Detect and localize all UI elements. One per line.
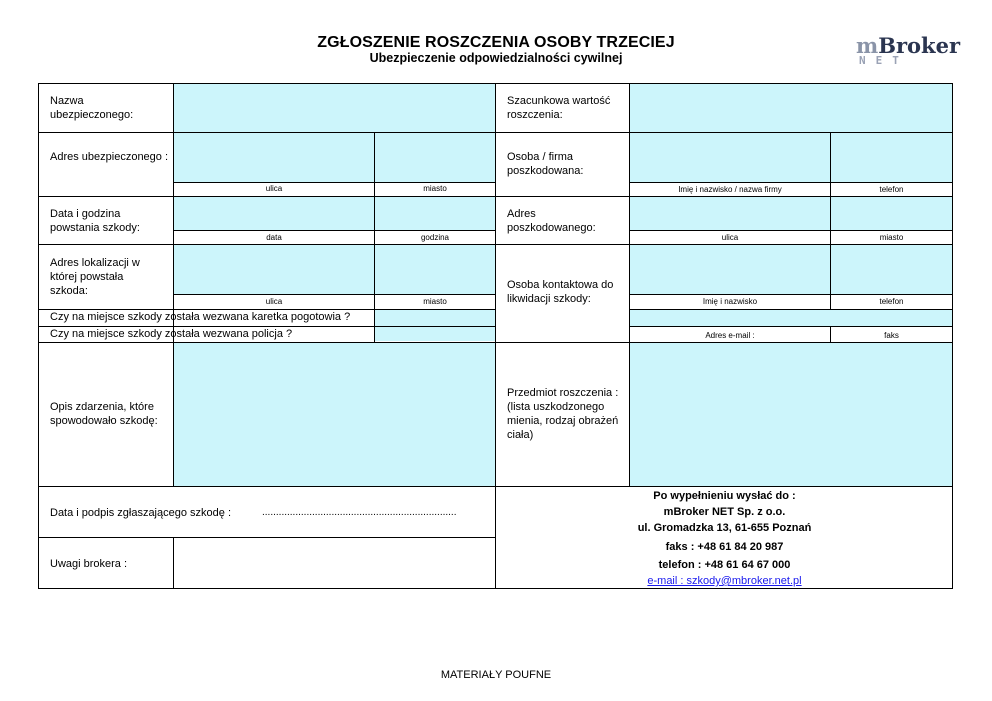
date-time-label: Data i godzina powstania szkody: xyxy=(50,208,140,234)
location-address-label: Adres lokalizacji w której powstała szkoda: xyxy=(50,257,140,297)
location-city-caption: miasto xyxy=(423,297,447,306)
estimated-value-label: Szacunkowa wartość roszczenia: xyxy=(507,95,611,121)
contact-phone-caption: telefon xyxy=(879,297,904,306)
contact-person-label: Osoba kontaktowa do likwidacji szkody: xyxy=(507,279,614,305)
mbroker-logo: mBroker NET xyxy=(856,33,961,67)
name-company-caption: Imię i nazwisko / nazwa firmy xyxy=(678,185,782,194)
ambulance-question: Czy na miejsce szkody została wezwana karetka pogotowia ? xyxy=(50,311,351,323)
injured-party-field[interactable] xyxy=(630,133,952,182)
insured-address-label: Adres ubezpieczonego : xyxy=(50,151,169,163)
contact-person-field[interactable] xyxy=(630,245,952,294)
contact-name-caption: Imię i nazwisko xyxy=(702,297,758,306)
insured-street-caption: ulica xyxy=(265,184,283,193)
company-fax: faks : +48 61 84 20 987 xyxy=(665,541,784,553)
company-name: mBroker NET Sp. z o.o. xyxy=(663,506,786,518)
send-to-heading: Po wypełnieniu wysłać do : xyxy=(653,490,796,502)
location-address-field[interactable] xyxy=(174,245,495,294)
location-street-caption: ulica xyxy=(265,297,283,306)
date-caption: data xyxy=(266,233,282,242)
injured-address-label: Adres poszkodowanego: xyxy=(507,208,596,234)
insured-address-field[interactable] xyxy=(174,133,495,182)
form-subtitle: Ubezpieczenie odpowiedzialności cywilnej xyxy=(369,51,623,65)
ambulance-answer-field[interactable] xyxy=(374,310,495,326)
insured-name-field[interactable] xyxy=(174,84,495,132)
claim-subject-label: Przedmiot roszczenia : (lista uszkodzonego mienia, rodzaj obrażeń ciała) xyxy=(507,387,619,441)
hour-caption: godzina xyxy=(420,233,450,242)
form-title: ZGŁOSZENIE ROSZCZENIA OSOBY TRZECIEJ xyxy=(317,34,675,51)
date-time-field[interactable] xyxy=(174,197,495,230)
description-field[interactable] xyxy=(174,343,495,486)
date-signature-label: Data i podpis zgłaszającego szkodę : xyxy=(50,507,231,519)
broker-notes-label: Uwagi brokera : xyxy=(50,558,128,570)
injured-party-label: Osoba / firma poszkodowana: xyxy=(507,151,584,177)
insured-name-label: Nazwa ubezpieczonego: xyxy=(50,95,134,121)
company-email-link[interactable]: e-mail : szkody@mbroker.net.pl xyxy=(647,575,802,587)
email-caption: Adres e-mail : xyxy=(705,331,755,340)
estimated-value-field[interactable] xyxy=(630,84,952,132)
company-address: ul. Gromadzka 13, 61-655 Poznań xyxy=(637,522,812,534)
injured-city-caption: miasto xyxy=(879,233,904,242)
injured-address-field[interactable] xyxy=(630,197,952,230)
signature-dots[interactable]: ...................................................................... xyxy=(262,507,457,518)
fax-caption: faks xyxy=(884,331,899,340)
company-phone: telefon : +48 61 64 67 000 xyxy=(658,559,791,571)
police-answer-field[interactable] xyxy=(374,327,495,341)
injured-street-caption: ulica xyxy=(721,233,739,242)
description-label: Opis zdarzenia, które spowodowało szkodę: xyxy=(50,401,158,427)
police-question: Czy na miejsce szkody została wezwana policja ? xyxy=(50,328,293,340)
confidential-footer: MATERIAŁY POUFNE xyxy=(440,669,552,681)
phone-caption: telefon xyxy=(879,185,904,194)
claim-subject-field[interactable] xyxy=(630,343,952,486)
insured-city-caption: miasto xyxy=(423,184,447,193)
contact-email-fax-field[interactable] xyxy=(630,310,952,326)
